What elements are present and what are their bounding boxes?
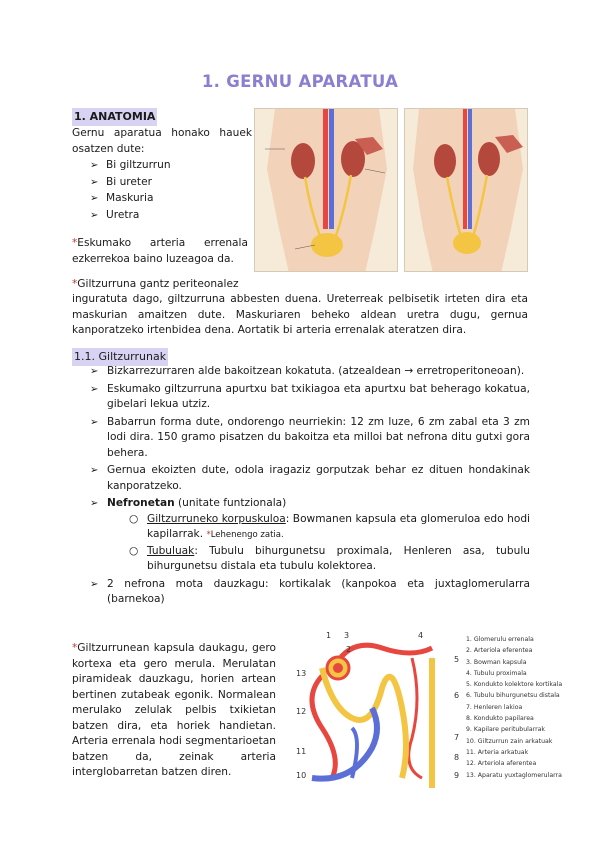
diagram-label-10: 10 xyxy=(296,771,307,780)
legend-item: 7. Henleren lakioa xyxy=(466,703,523,711)
list-item: ○ Tubuluak: Tubulu bihurgunetsu proximala, Henleren asa, tubulu bihurgunetsu distala eta tubulu kolektorea. xyxy=(129,544,530,572)
note-fat-line1: *Giltzurruna gantz periteonalez xyxy=(72,278,239,290)
legend-item: 8. Kondukto papilarea xyxy=(466,715,534,723)
legend-item: 5. Kondukto kolektore kortikala xyxy=(466,681,563,689)
legend-item: 12. Arteriola aferentea xyxy=(466,760,537,768)
diagram-label-2: 2 xyxy=(346,645,352,654)
page-title: 1. GERNU APARATUA xyxy=(201,72,399,91)
anatomy-image-male xyxy=(404,108,528,272)
legend-item: 10. Giltzurrun zain arkatuak xyxy=(466,737,553,745)
diagram-label-6: 6 xyxy=(454,691,460,700)
intro-text: Gernu aparatua honako hauek osatzen dute: xyxy=(72,127,252,155)
diagram-label-9: 9 xyxy=(454,771,460,780)
list-item: ➢ Gernua ekoizten dute, odola iragaziz gorputzak behar ez dituen hondakinak kanporatzeko. xyxy=(90,464,530,492)
anatomy-illustration-1 xyxy=(255,109,398,272)
diagram-label-11: 11 xyxy=(296,747,307,756)
list-item: ➢ Bi ureter xyxy=(90,175,152,188)
legend-item: 9. Kapilare peritubularrak xyxy=(466,726,546,734)
list-item: ➢ Eskumako giltzurruna apurtxu bat txikiagoa eta apurtxu bat beherago kokatua, gibelari lekua utziz. xyxy=(90,382,530,410)
diagram-label-5: 5 xyxy=(454,655,460,664)
diagram-label-4: 4 xyxy=(418,631,424,640)
list-item: ➢ Babarrun forma dute, ondorengo neurriekin: 12 zm luze, 6 zm zabal eta 3 zm lodi dira. 150 gramo pisatzen du bakoitza eta milloi bat nefrona ditu gutxi gora behera. xyxy=(90,415,530,459)
nephron-parts-list xyxy=(129,512,530,575)
subsection-heading-giltzurrunak: 1.1. Giltzurrunak xyxy=(72,348,168,366)
anatomy-illustration-2 xyxy=(405,109,528,272)
note-kidney-structure: *Giltzurrunean kapsula daukagu, gero kortexa eta gero merula. Merulatan piramideak dauzkagu, horien artean bertinen zutabeak egonik. Normalean merulako zelulak pelbis txikietan batzen dira, eta horiek handietan. Arteria errenala hodi segmentarioetan batzen da, zeinak arteria interglobarretan batzen diren. xyxy=(72,642,276,778)
legend-item: 3. Bowman kapsula xyxy=(466,658,527,666)
nephron-legend xyxy=(466,634,562,781)
diagram-label-7: 7 xyxy=(454,733,460,742)
legend-item: 13. Aparatu yuxtaglomerularra xyxy=(466,771,562,779)
anatomy-image-female xyxy=(254,108,398,272)
list-item: ➢ Bizkarrezurraren alde bakoitzean kokatuta. (atzealdean → erretroperitoneoan). xyxy=(90,365,525,377)
nephron-diagram xyxy=(292,628,462,794)
legend-item: 11. Arteria arkatuak xyxy=(466,748,529,756)
list-item: ➢ 2 nefrona mota dauzkagu: kortikalak (kanpokoa eta juxtaglomerularra (barnekoa) xyxy=(90,577,530,605)
legend-item: 1. Glomerulu errenala xyxy=(466,636,534,643)
list-item: ➢ Nefronetan (unitate funtzionala) ○ Giltzurruneko korpuskuloa: Bowmanen kapsula eta glomeruloa edo hodi kapilarrak. *Lehenengo zatia. ○ Tubuluak: Tubulu bihurgunetsu proximala, Henleren asa, tubulu bihurgunetsu distala eta tubulu kolektorea. xyxy=(90,496,530,575)
diagram-label-1: 1 xyxy=(326,631,332,640)
diagram-label-3: 3 xyxy=(344,631,350,640)
legend-item: 6. Tubulu bihurgunetsu distala xyxy=(466,692,560,700)
list-item: ○ Giltzurruneko korpuskuloa: Bowmanen kapsula eta glomeruloa edo hodi kapilarrak. *Lehenengo zatia. xyxy=(129,512,530,540)
note-fat-body: inguratuta dago, giltzurruna abbesten duena. Ureterreak pelbisetik irteten dira eta maskurian amaitzen dute. Maskuriaren beheko aldean uretra dugu, gernua kanporatzeko irtenbidea dena. Aortatik bi arteria errenalak ateratzen dira. xyxy=(72,293,528,336)
note-renal-artery: *Eskumako arteria errenala ezkerrekoa baino luzeagoa da. xyxy=(72,237,248,265)
organ-list xyxy=(90,158,171,224)
diagram-label-13: 13 xyxy=(296,669,307,678)
list-item: ➢ Bi giltzurrun xyxy=(90,159,171,171)
diagram-label-8: 8 xyxy=(454,753,460,762)
diagram-label-12: 12 xyxy=(296,707,307,716)
list-item: ➢ Maskuria xyxy=(90,192,154,204)
legend-item: 4. Tubulu proximala xyxy=(466,669,527,677)
legend-item: 2. Arteriola eferentea xyxy=(466,647,533,655)
kidney-list xyxy=(90,364,530,610)
section-heading-anatomia: 1. ANATOMIA xyxy=(72,108,157,126)
list-item: ➢ Uretra xyxy=(90,208,140,221)
